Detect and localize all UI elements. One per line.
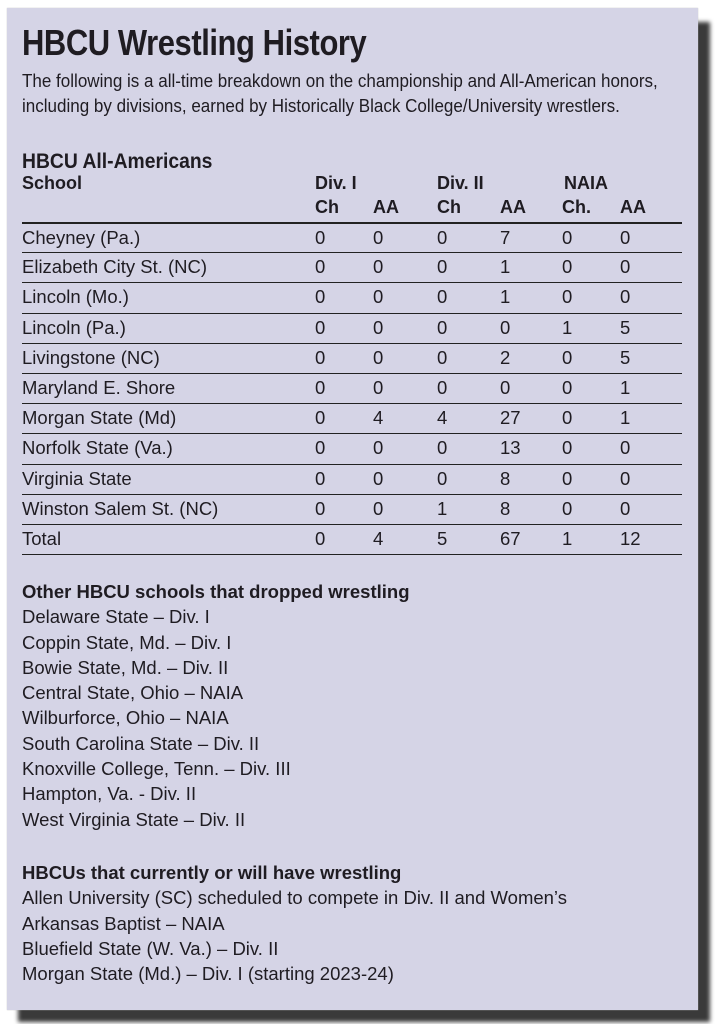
value-cell: 0 [315, 346, 326, 368]
value-cell: 0 [620, 227, 631, 248]
table-row [22, 373, 682, 404]
current-heading: HBCUs that currently or will have wrestling [22, 862, 402, 883]
dropped-list-item: Wilburforce, Ohio – NAIA [22, 707, 229, 729]
dropped-list-item: Delaware State – Div. I [22, 606, 210, 628]
value-cell: 13 [500, 437, 521, 459]
table-row [22, 252, 682, 283]
school-cell: Morgan State (Md) [22, 407, 177, 429]
infographic-panel [7, 8, 698, 1010]
table-row [22, 403, 682, 434]
current-list-item: Morgan State (Md.) – Div. I (starting 2023-24) [22, 963, 394, 985]
page-title: HBCU Wrestling History [22, 22, 367, 63]
intro-text: The following is a all-time breakdown on the championship and All-American honors, including by divisions, earned by Historically Black College/University wrestlers. [22, 70, 658, 116]
value-cell: 0 [562, 286, 573, 308]
value-cell: 5 [620, 346, 631, 368]
value-cell: 0 [315, 377, 326, 398]
table-row [22, 313, 682, 344]
value-cell: 0 [562, 227, 573, 248]
column-subheader: AA [373, 197, 399, 217]
value-cell: 0 [373, 256, 384, 278]
value-cell: 0 [500, 316, 511, 338]
value-cell: 0 [315, 256, 326, 278]
value-cell: 67 [500, 528, 521, 549]
value-cell: 0 [437, 377, 448, 398]
value-cell: 0 [437, 227, 448, 248]
table-row [22, 433, 682, 464]
value-cell: 0 [315, 227, 326, 248]
value-cell: 0 [562, 467, 573, 489]
school-cell: Maryland E. Shore [22, 377, 176, 398]
value-cell: 8 [500, 497, 511, 519]
value-cell: 8 [500, 467, 511, 489]
value-cell: 0 [437, 256, 448, 278]
school-cell: Virginia State [22, 467, 132, 489]
value-cell: 0 [562, 407, 573, 429]
value-cell: 0 [562, 377, 573, 398]
value-cell: 0 [562, 497, 573, 519]
school-cell: Cheyney (Pa.) [22, 227, 141, 248]
school-cell: Winston Salem St. (NC) [22, 497, 219, 519]
dropped-list-item: West Virginia State – Div. II [22, 808, 246, 830]
value-cell: 1 [437, 497, 448, 519]
value-cell: 5 [620, 316, 631, 338]
value-cell: 4 [373, 528, 384, 549]
school-cell: Elizabeth City St. (NC) [22, 256, 208, 278]
value-cell: 0 [620, 467, 631, 489]
value-cell: 7 [500, 227, 511, 248]
value-cell: 0 [562, 256, 573, 278]
value-cell: 4 [437, 407, 448, 429]
column-subheader: Ch [437, 197, 461, 217]
table-bottom-rule [22, 554, 682, 555]
value-cell: 0 [373, 286, 384, 308]
value-cell: 0 [373, 437, 384, 459]
value-cell: 2 [500, 346, 511, 368]
current-section [22, 860, 567, 986]
total-row [22, 524, 682, 555]
value-cell: 0 [373, 377, 384, 398]
value-cell: 0 [620, 286, 631, 308]
value-cell: 0 [315, 437, 326, 459]
value-cell: 0 [562, 346, 573, 368]
value-cell: 0 [373, 467, 384, 489]
value-cell: 27 [500, 407, 521, 429]
dropped-list-item: Hampton, Va. - Div. II [22, 783, 197, 805]
dropped-list-item: Coppin State, Md. – Div. I [22, 631, 232, 653]
column-subheader: Ch [315, 197, 339, 217]
value-cell: 0 [373, 497, 384, 519]
value-cell: 0 [562, 437, 573, 459]
value-cell: 1 [562, 316, 573, 338]
value-cell: 1 [620, 407, 631, 429]
value-cell: 0 [620, 437, 631, 459]
value-cell: 0 [315, 497, 326, 519]
current-list-item: Bluefield State (W. Va.) – Div. II [22, 937, 279, 959]
school-cell: Lincoln (Pa.) [22, 316, 126, 338]
value-cell: 0 [373, 316, 384, 338]
table-heading: HBCU All-Americans [22, 150, 213, 173]
dropped-list-item: South Carolina State – Div. II [22, 732, 260, 754]
table-row [22, 343, 682, 374]
school-cell: Total [22, 528, 62, 549]
current-list-item: Arkansas Baptist – NAIA [22, 912, 225, 934]
value-cell: 0 [315, 286, 326, 308]
school-header: School [22, 173, 83, 193]
group-header: NAIA [564, 173, 608, 193]
group-header: Div. II [437, 173, 484, 193]
dropped-section [22, 579, 410, 832]
table-row [22, 222, 682, 254]
value-cell: 0 [315, 528, 326, 549]
dropped-list-item: Central State, Ohio – NAIA [22, 682, 244, 704]
dropped-list-item: Bowie State, Md. – Div. II [22, 656, 229, 678]
value-cell: 12 [620, 528, 641, 549]
value-cell: 1 [500, 286, 511, 308]
value-cell: 0 [437, 467, 448, 489]
value-cell: 0 [437, 286, 448, 308]
dropped-list-item: Knoxville College, Tenn. – Div. III [22, 758, 291, 780]
current-list-item: Allen University (SC) scheduled to compete in Div. II and Women’s [22, 887, 567, 909]
value-cell: 5 [437, 528, 448, 549]
value-cell: 0 [373, 227, 384, 248]
value-cell: 0 [620, 256, 631, 278]
value-cell: 0 [315, 467, 326, 489]
value-cell: 1 [620, 377, 631, 398]
dropped-heading: Other HBCU schools that dropped wrestling [22, 581, 410, 602]
school-cell: Lincoln (Mo.) [22, 286, 129, 308]
value-cell: 0 [437, 316, 448, 338]
column-subheader: AA [500, 197, 526, 217]
column-subheader: Ch. [562, 197, 591, 217]
value-cell: 0 [315, 316, 326, 338]
value-cell: 0 [437, 346, 448, 368]
value-cell: 1 [500, 256, 511, 278]
table-row [22, 464, 682, 495]
value-cell: 1 [562, 528, 573, 549]
value-cell: 0 [500, 377, 511, 398]
value-cell: 0 [373, 346, 384, 368]
group-header: Div. I [315, 173, 357, 193]
school-cell: Norfolk State (Va.) [22, 437, 173, 459]
value-cell: 0 [437, 437, 448, 459]
school-cell: Livingstone (NC) [22, 346, 160, 368]
table-row [22, 494, 682, 525]
value-cell: 0 [315, 407, 326, 429]
column-subheader: AA [620, 197, 646, 217]
value-cell: 0 [620, 497, 631, 519]
table-row [22, 282, 682, 313]
value-cell: 4 [373, 407, 384, 429]
